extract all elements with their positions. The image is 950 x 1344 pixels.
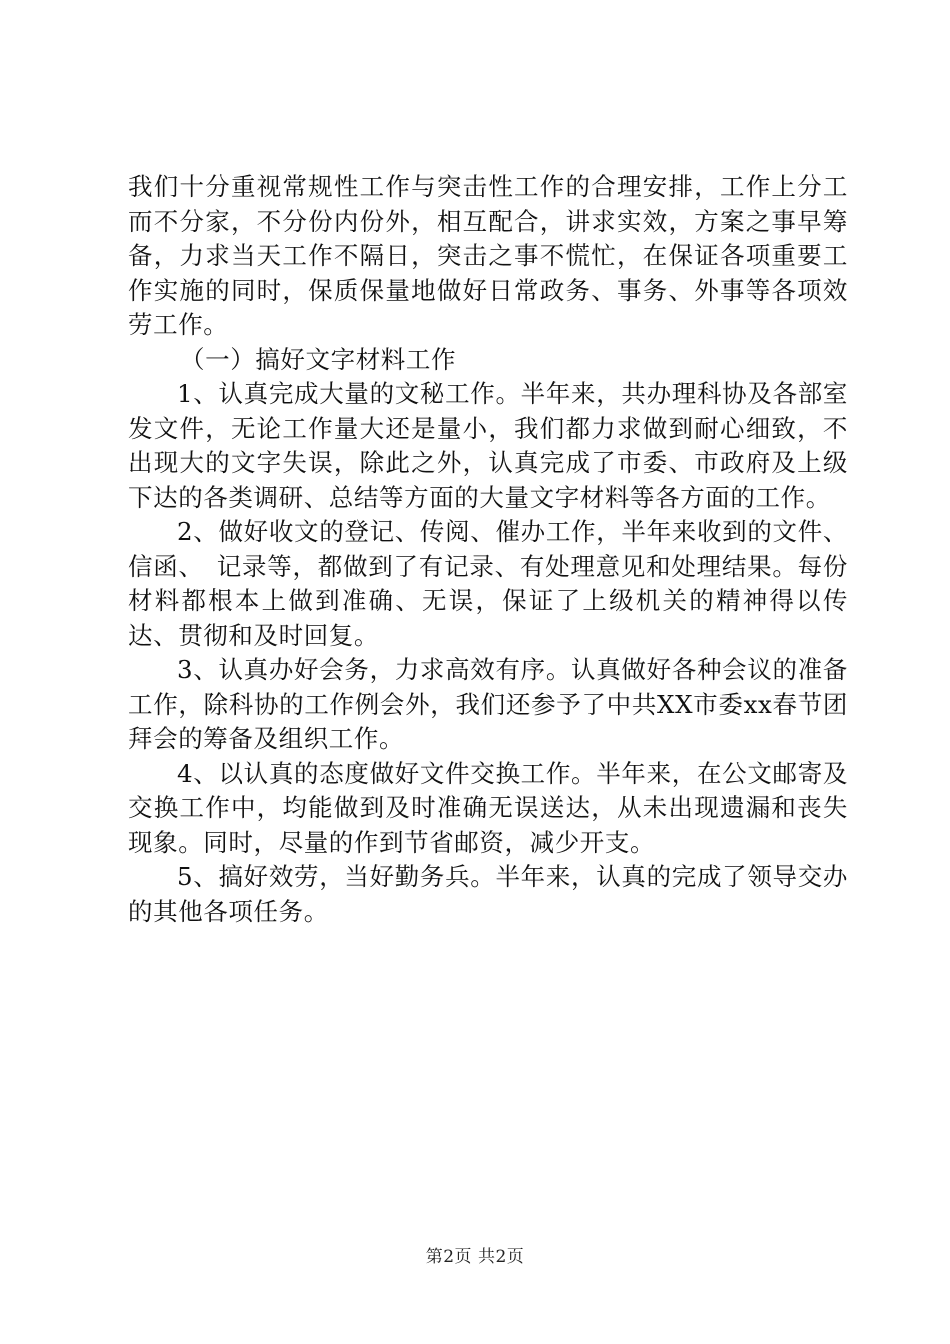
- paragraph-item-2: 2、做好收文的登记、传阅、催办工作，半年来收到的文件、信函、 记录等，都做到了有记录、有处理意见和处理结果。每份材料都根本上做到准确、无误，保证了上级机关的精神得以传达、贯彻和及时回复。: [128, 517, 848, 650]
- page-footer: 第2页 共2页: [425, 1247, 525, 1267]
- paragraph-item-4: 4、以认真的态度做好文件交换工作。半年来，在公文邮寄及交换工作中，均能做到及时准确无误送达，从未出现遗漏和丧失现象。同时，尽量的作到节省邮资，减少开支。: [128, 758, 848, 857]
- paragraph-intro: 我们十分重视常规性工作与突击性工作的合理安排，工作上分工而不分家，不分份内份外，相互配合，讲求实效，方案之事早筹备，力求当天工作不隔日，突击之事不慌忙，在保证各项重要工作实施的同时，保质保量地做好日常政务、事务、外事等各项效劳工作。: [128, 172, 848, 339]
- paragraph-item-5: 5、搞好效劳，当好勤务兵。半年来，认真的完成了领导交办的其他各项任务。: [128, 862, 848, 926]
- paragraph-item-3: 3、认真办好会务，力求高效有序。认真做好各种会议的准备工作，除科协的工作例会外，我们还参予了中共XX市委xx春节团拜会的筹备及组织工作。: [128, 655, 848, 753]
- document-body: [128, 170, 848, 929]
- paragraph-item-1: 1、认真完成大量的文秘工作。半年来，共办理科协及各部室发文件，无论工作量大还是量小，我们都力求做到耐心细致，不出现大的文字失误，除此之外，认真完成了市委、市政府及上级下达的各类调研、总结等方面的大量文字材料等各方面的工作。: [128, 379, 848, 512]
- section-heading: （一）搞好文字材料工作: [180, 344, 457, 374]
